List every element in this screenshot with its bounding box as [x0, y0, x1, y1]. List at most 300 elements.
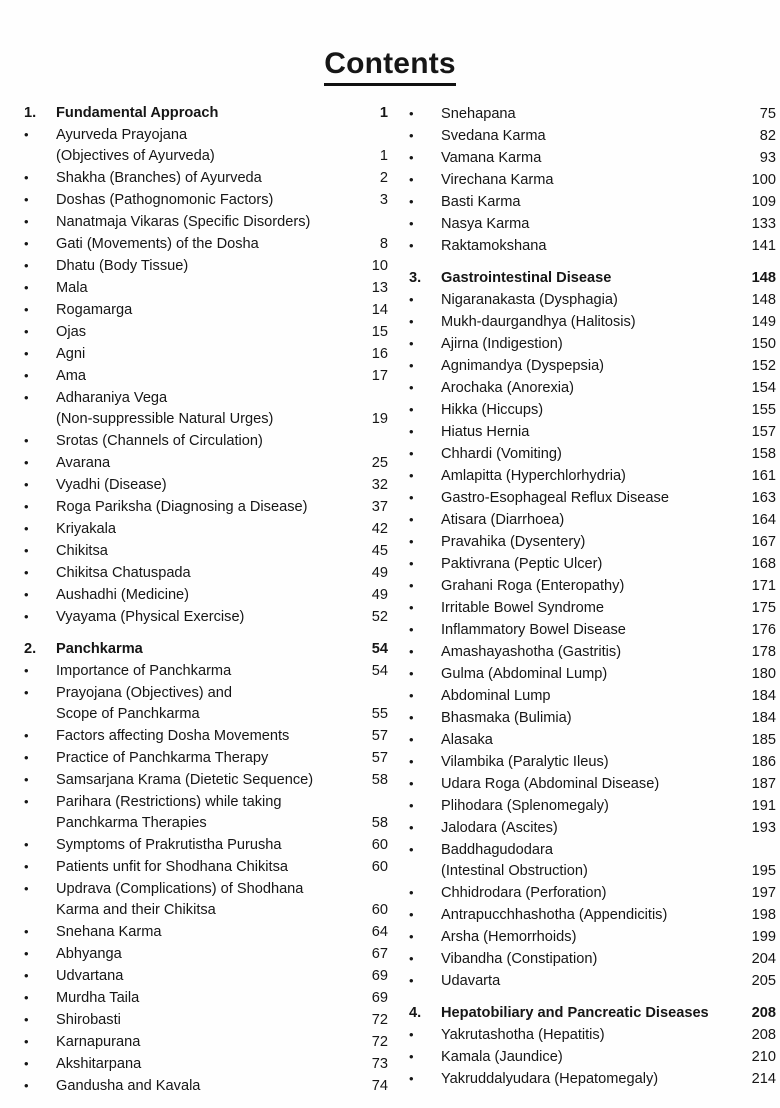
toc-entry-page-number: 72 [371, 1012, 388, 1028]
toc-entry-row[interactable] [24, 562, 388, 584]
toc-entry-page-number: 3 [379, 192, 388, 208]
bullet-icon: • [24, 236, 29, 251]
toc-entry-label: Virechana Karma [441, 172, 554, 188]
bullet-icon: • [24, 685, 29, 700]
toc-entry-row[interactable] [24, 211, 388, 233]
toc-entry-page-number: 198 [751, 907, 776, 923]
toc-entry-row[interactable] [409, 421, 776, 443]
toc-entry-row[interactable] [24, 452, 388, 474]
toc-entry-label: Roga Pariksha (Diagnosing a Disease) [56, 499, 308, 515]
bullet-icon: • [409, 172, 414, 187]
toc-entry-label-line2: (Non-suppressible Natural Urges) [56, 411, 274, 427]
toc-entry-label: Bhasmaka (Bulimia) [441, 710, 572, 726]
bullet-icon: • [24, 946, 29, 961]
toc-entry-row[interactable] [24, 321, 388, 343]
toc-entry-label: Grahani Roga (Enteropathy) [441, 578, 625, 594]
bullet-icon: • [24, 968, 29, 983]
toc-entry-row[interactable] [24, 660, 388, 682]
bullet-icon: • [409, 534, 414, 549]
bullet-icon: • [24, 837, 29, 852]
toc-entry-page-number: 148 [751, 292, 776, 308]
toc-entry-page-number: 187 [751, 776, 776, 792]
bullet-icon: • [409, 666, 414, 681]
toc-entry-page-number: 32 [371, 477, 388, 493]
bullet-icon: • [409, 292, 414, 307]
toc-entry-page-number: 193 [751, 820, 776, 836]
toc-entry-page-number: 72 [371, 1034, 388, 1050]
toc-entry-label: Jalodara (Ascites) [441, 820, 558, 836]
toc-entry-label: Yakruddalyudara (Hepatomegaly) [441, 1071, 659, 1087]
toc-entry-page-number: 1 [379, 148, 388, 164]
toc-entry-label [441, 840, 748, 882]
toc-entry-label: Irritable Bowel Syndrome [441, 600, 605, 616]
bullet-icon: • [409, 194, 414, 209]
toc-entry-page-number: 17 [371, 368, 388, 384]
toc-entry-row[interactable] [409, 685, 776, 707]
bullet-icon: • [409, 336, 414, 351]
toc-entry-label: Arsha (Hemorrhoids) [441, 929, 577, 945]
toc-entry-row[interactable] [409, 169, 776, 191]
toc-entry-row[interactable] [409, 333, 776, 355]
toc-entry-page-number: 199 [751, 929, 776, 945]
toc-entry-label: Ajirna (Indigestion) [441, 336, 563, 352]
toc-entry-row[interactable] [409, 289, 776, 311]
toc-entry-label: Agnimandya (Dyspepsia) [441, 358, 605, 374]
toc-entry-row[interactable] [409, 553, 776, 575]
bullet-icon: • [24, 214, 29, 229]
toc-entry-row[interactable] [409, 399, 776, 421]
toc-entry-page-number: 64 [371, 924, 388, 940]
toc-entry-row[interactable] [409, 1068, 776, 1090]
toc-entry-page-number: 195 [751, 863, 776, 879]
toc-entry-label: Udavarta [441, 973, 501, 989]
toc-entry-row[interactable] [409, 147, 776, 169]
bullet-icon: • [409, 754, 414, 769]
toc-entry-page-number: 168 [751, 556, 776, 572]
toc-entry-page-number: 157 [751, 424, 776, 440]
toc-entry-label: Yakrutashotha (Hepatitis) [441, 1027, 605, 1043]
bullet-icon: • [409, 732, 414, 747]
toc-entry-label: Shirobasti [56, 1012, 121, 1028]
toc-entry-page-number: 158 [751, 446, 776, 462]
bullet-icon: • [24, 390, 29, 405]
toc-entry-row[interactable] [24, 584, 388, 606]
toc-entry-page-number: 54 [371, 663, 388, 679]
toc-entry-label: Vibandha (Constipation) [441, 951, 598, 967]
bullet-icon: • [409, 600, 414, 615]
toc-entry-page-number: 149 [751, 314, 776, 330]
toc-entry-row[interactable] [24, 299, 388, 321]
toc-entry-page-number: 184 [751, 710, 776, 726]
toc-entry-page-number: 49 [371, 565, 388, 581]
toc-entry-label: Kamala (Jaundice) [441, 1049, 563, 1065]
bullet-icon: • [409, 885, 414, 900]
toc-entry-label: Basti Karma [441, 194, 521, 210]
toc-entry-label: Kriyakala [56, 521, 117, 537]
toc-entry-label: Rogamarga [56, 302, 133, 318]
bullet-icon: • [24, 324, 29, 339]
bullet-icon: • [409, 1049, 414, 1064]
bullet-icon: • [409, 106, 414, 121]
toc-entry-page-number: 155 [751, 402, 776, 418]
bullet-icon: • [409, 644, 414, 659]
bullet-icon: • [24, 772, 29, 787]
toc-entry-row[interactable] [24, 189, 388, 211]
bullet-icon: • [24, 499, 29, 514]
toc-entry-label-line2: (Objectives of Ayurveda) [56, 148, 215, 164]
toc-entry-label: Practice of Panchkarma Therapy [56, 750, 269, 766]
bullet-icon: • [409, 578, 414, 593]
toc-entry-page-number: 150 [751, 336, 776, 352]
toc-entry-page-number: 74 [371, 1078, 388, 1094]
bullet-icon: • [24, 728, 29, 743]
toc-entry-row[interactable] [24, 682, 388, 725]
chapter-number: 3. [409, 270, 422, 286]
toc-entry-row[interactable] [24, 343, 388, 365]
toc-entry-row[interactable] [409, 817, 776, 839]
toc-entry-label: Chhardi (Vomiting) [441, 446, 562, 462]
chapter-row[interactable] [409, 268, 776, 289]
toc-entry-row[interactable] [409, 235, 776, 257]
bullet-icon: • [409, 490, 414, 505]
toc-entry-label-line1: Parihara (Restrictions) while taking [56, 794, 282, 810]
chapter-page-number: 148 [751, 270, 776, 286]
toc-entry-label: Dhatu (Body Tissue) [56, 258, 189, 274]
toc-entry-row[interactable] [24, 255, 388, 277]
toc-entry-row[interactable] [409, 926, 776, 948]
toc-entry-page-number: 191 [751, 798, 776, 814]
toc-entry-label: Shakha (Branches) of Ayurveda [56, 170, 262, 186]
bullet-icon: • [409, 512, 414, 527]
chapter-page-number: 1 [379, 105, 388, 121]
toc-entry-row[interactable] [24, 124, 388, 167]
toc-entry-label: Snehana Karma [56, 924, 162, 940]
toc-entry-label: Akshitarpana [56, 1056, 142, 1072]
toc-entry-row[interactable] [409, 355, 776, 377]
toc-entry-label: Aushadhi (Medicine) [56, 587, 190, 603]
toc-entry-page-number: 69 [371, 990, 388, 1006]
toc-entry-page-number: 75 [759, 106, 776, 122]
bullet-icon: • [24, 433, 29, 448]
bullet-icon: • [24, 1078, 29, 1093]
bullet-icon: • [409, 710, 414, 725]
toc-entry-row[interactable] [409, 970, 776, 992]
toc-entry-page-number: 109 [751, 194, 776, 210]
toc-entry-label: Mukh-daurgandhya (Halitosis) [441, 314, 636, 330]
toc-entry-label: Doshas (Pathognomonic Factors) [56, 192, 274, 208]
toc-entry-page-number: 42 [371, 521, 388, 537]
toc-entry-row[interactable] [409, 707, 776, 729]
toc-entry-label: Mala [56, 280, 88, 296]
bullet-icon: • [24, 990, 29, 1005]
chapter-title: Hepatobiliary and Pancreatic Diseases [441, 1005, 709, 1021]
toc-entry-label: Agni [56, 346, 86, 362]
toc-entry-label: Antrapucchhashotha (Appendicitis) [441, 907, 668, 923]
toc-entry-row[interactable] [24, 277, 388, 299]
toc-entry-label: Raktamokshana [441, 238, 547, 254]
toc-entry-label: Amlapitta (Hyperchlorhydria) [441, 468, 626, 484]
toc-entry-row[interactable] [24, 1075, 388, 1097]
toc-entry-page-number: 164 [751, 512, 776, 528]
toc-entry-row[interactable] [409, 487, 776, 509]
toc-entry-label: Chikitsa [56, 543, 108, 559]
bullet-icon: • [409, 688, 414, 703]
toc-entry-page-number: 49 [371, 587, 388, 603]
toc-entry-row[interactable] [24, 1031, 388, 1053]
toc-entry-row[interactable] [409, 465, 776, 487]
toc-entry-row[interactable] [24, 921, 388, 943]
toc-entry-row[interactable] [409, 531, 776, 553]
bullet-icon: • [24, 663, 29, 678]
bullet-icon: • [24, 609, 29, 624]
toc-entry-label: Hiatus Hernia [441, 424, 530, 440]
toc-entry-page-number: 175 [751, 600, 776, 616]
bullet-icon: • [409, 798, 414, 813]
toc-entry-row[interactable] [24, 856, 388, 878]
toc-entry-label: Vyadhi (Disease) [56, 477, 167, 493]
toc-entry-label: Gandusha and Kavala [56, 1078, 201, 1094]
contents-column-left [0, 103, 393, 1097]
toc-entry-page-number: 208 [751, 1027, 776, 1043]
toc-entry-row[interactable] [409, 191, 776, 213]
bullet-icon: • [24, 750, 29, 765]
bullet-icon: • [24, 1012, 29, 1027]
toc-entry-page-number: 180 [751, 666, 776, 682]
bullet-icon: • [24, 859, 29, 874]
toc-entry-label-line2: Karma and their Chikitsa [56, 902, 216, 918]
toc-entry-label: Symptoms of Prakrutistha Purusha [56, 837, 282, 853]
bullet-icon: • [24, 455, 29, 470]
toc-entry-row[interactable] [409, 1024, 776, 1046]
toc-entry-row[interactable] [24, 606, 388, 628]
toc-entry-row[interactable] [409, 663, 776, 685]
toc-entry-page-number: 69 [371, 968, 388, 984]
toc-entry-label: Vamana Karma [441, 150, 542, 166]
toc-entry-page-number: 57 [371, 750, 388, 766]
toc-entry-label: Paktivrana (Peptic Ulcer) [441, 556, 603, 572]
bullet-icon: • [409, 402, 414, 417]
toc-entry-label: Vilambika (Paralytic Ileus) [441, 754, 609, 770]
toc-entry-row[interactable] [409, 751, 776, 773]
toc-entry-row[interactable] [409, 641, 776, 663]
bullet-icon: • [24, 192, 29, 207]
toc-entry-row[interactable] [24, 518, 388, 540]
toc-entry-label: Factors affecting Dosha Movements [56, 728, 290, 744]
bullet-icon: • [409, 358, 414, 373]
toc-entry-row[interactable] [24, 725, 388, 747]
bullet-icon: • [24, 127, 29, 142]
bullet-icon: • [409, 929, 414, 944]
contents-column-right [393, 103, 780, 1090]
toc-entry-label: Abdominal Lump [441, 688, 551, 704]
toc-entry-label: Importance of Panchkarma [56, 663, 232, 679]
bullet-icon: • [24, 521, 29, 536]
chapter-title: Fundamental Approach [56, 105, 219, 121]
chapter-number: 1. [24, 105, 37, 121]
toc-entry-page-number: 8 [379, 236, 388, 252]
bullet-icon: • [409, 622, 414, 637]
toc-entry-page-number: 186 [751, 754, 776, 770]
toc-entry-label: Ama [56, 368, 87, 384]
toc-entry-row[interactable] [24, 474, 388, 496]
toc-entry-row[interactable] [409, 103, 776, 125]
bullet-icon: • [409, 446, 414, 461]
toc-entry-label: Amashayashotha (Gastritis) [441, 644, 622, 660]
toc-entry-row[interactable] [24, 233, 388, 255]
toc-entry-row[interactable] [24, 1053, 388, 1075]
toc-entry-page-number: 197 [751, 885, 776, 901]
toc-entry-label: Gati (Movements) of the Dosha [56, 236, 259, 252]
toc-entry-label: Karnapurana [56, 1034, 141, 1050]
toc-entry-label-line2: Panchkarma Therapies [56, 815, 207, 831]
chapter-page-number: 54 [371, 641, 388, 657]
bullet-icon: • [409, 1071, 414, 1086]
toc-entry-row[interactable] [409, 904, 776, 926]
toc-entry-row[interactable] [24, 430, 388, 452]
contents-columns [0, 103, 780, 1097]
toc-entry-page-number: 214 [751, 1071, 776, 1087]
toc-entry-page-number: 10 [371, 258, 388, 274]
toc-entry-row[interactable] [409, 311, 776, 333]
toc-entry-page-number: 205 [751, 973, 776, 989]
toc-entry-row[interactable] [24, 365, 388, 387]
bullet-icon: • [24, 1056, 29, 1071]
bullet-icon: • [409, 973, 414, 988]
chapter-title: Panchkarma [56, 641, 143, 657]
toc-entry-row[interactable] [24, 943, 388, 965]
toc-entry-page-number: 100 [751, 172, 776, 188]
toc-entry-label: Inflammatory Bowel Disease [441, 622, 626, 638]
toc-entry-page-number: 58 [371, 815, 388, 831]
bullet-icon: • [24, 258, 29, 273]
toc-entry-page-number: 73 [371, 1056, 388, 1072]
toc-entry-page-number: 133 [751, 216, 776, 232]
toc-entry-row[interactable] [24, 834, 388, 856]
toc-entry-page-number: 161 [751, 468, 776, 484]
bullet-icon: • [409, 380, 414, 395]
toc-entry-label [56, 879, 360, 921]
chapter-row[interactable] [409, 1003, 776, 1024]
chapter-number: 4. [409, 1005, 422, 1021]
toc-entry-page-number: 58 [371, 772, 388, 788]
page-title-container [0, 48, 780, 86]
toc-entry-page-number: 15 [371, 324, 388, 340]
toc-entry-row[interactable] [409, 213, 776, 235]
toc-entry-page-number: 141 [751, 238, 776, 254]
toc-entry-page-number: 57 [371, 728, 388, 744]
toc-entry-page-number: 60 [371, 837, 388, 853]
toc-entry-row[interactable] [409, 839, 776, 882]
toc-entry-page-number: 178 [751, 644, 776, 660]
toc-entry-label: Ojas [56, 324, 87, 340]
bullet-icon: • [409, 468, 414, 483]
bullet-icon: • [24, 543, 29, 558]
toc-entry-row[interactable] [24, 769, 388, 791]
toc-entry-label-line1: Updrava (Complications) of Shodhana [56, 881, 304, 897]
toc-entry-row[interactable] [409, 509, 776, 531]
bullet-icon: • [24, 794, 29, 809]
toc-entry-row[interactable] [409, 773, 776, 795]
toc-entry-page-number: 210 [751, 1049, 776, 1065]
toc-entry-row[interactable] [24, 540, 388, 562]
toc-entry-label: Chikitsa Chatuspada [56, 565, 191, 581]
chapter-title: Gastrointestinal Disease [441, 270, 612, 286]
bullet-icon: • [409, 1027, 414, 1042]
toc-entry-label: Udvartana [56, 968, 124, 984]
toc-entry-label: Nanatmaja Vikaras (Specific Disorders) [56, 214, 311, 230]
toc-entry-label-line1: Ayurveda Prayojana [56, 127, 188, 143]
toc-entry-row[interactable] [24, 965, 388, 987]
chapter-row[interactable] [24, 103, 388, 124]
bullet-icon: • [24, 1034, 29, 1049]
toc-entry-page-number: 93 [759, 150, 776, 166]
toc-entry-row[interactable] [409, 729, 776, 751]
toc-entry-label: Nasya Karma [441, 216, 530, 232]
toc-entry-page-number: 16 [371, 346, 388, 362]
toc-entry-row[interactable] [409, 443, 776, 465]
toc-entry-row[interactable] [409, 125, 776, 147]
toc-entry-page-number: 167 [751, 534, 776, 550]
toc-entry-label: Svedana Karma [441, 128, 546, 144]
toc-entry-row[interactable] [409, 1046, 776, 1068]
toc-entry-page-number: 171 [751, 578, 776, 594]
toc-entry-label-line1: Adharaniya Vega [56, 390, 168, 406]
bullet-icon: • [24, 924, 29, 939]
toc-entry-row[interactable] [409, 619, 776, 641]
toc-entry-label: Pravahika (Dysentery) [441, 534, 586, 550]
toc-entry-row[interactable] [409, 575, 776, 597]
chapter-row[interactable] [24, 639, 388, 660]
toc-entry-page-number: 37 [371, 499, 388, 515]
toc-entry-row[interactable] [24, 747, 388, 769]
toc-entry-row[interactable] [24, 1009, 388, 1031]
toc-entry-label [56, 792, 360, 834]
toc-entry-row[interactable] [409, 882, 776, 904]
toc-entry-row[interactable] [24, 878, 388, 921]
toc-entry-page-number: 13 [371, 280, 388, 296]
toc-entry-page-number: 154 [751, 380, 776, 396]
toc-entry-row[interactable] [409, 377, 776, 399]
bullet-icon: • [409, 842, 414, 857]
toc-entry-row[interactable] [24, 167, 388, 189]
toc-entry-page-number: 204 [751, 951, 776, 967]
toc-entry-row[interactable] [409, 597, 776, 619]
toc-entry-row[interactable] [24, 496, 388, 518]
bullet-icon: • [24, 881, 29, 896]
toc-entry-label-line1: Baddhagudodara [441, 842, 553, 858]
toc-entry-row[interactable] [24, 987, 388, 1009]
toc-entry-page-number: 152 [751, 358, 776, 374]
toc-entry-row[interactable] [409, 948, 776, 970]
toc-entry-row[interactable] [24, 387, 388, 430]
bullet-icon: • [409, 820, 414, 835]
toc-entry-label [56, 683, 360, 725]
toc-entry-page-number: 52 [371, 609, 388, 625]
toc-entry-page-number: 185 [751, 732, 776, 748]
toc-entry-page-number: 25 [371, 455, 388, 471]
toc-entry-label [56, 388, 360, 430]
toc-entry-label: Snehapana [441, 106, 516, 122]
toc-entry-label: Plihodara (Splenomegaly) [441, 798, 609, 814]
bullet-icon: • [409, 907, 414, 922]
toc-entry-row[interactable] [409, 795, 776, 817]
toc-entry-page-number: 45 [371, 543, 388, 559]
toc-entry-page-number: 82 [759, 128, 776, 144]
bullet-icon: • [24, 565, 29, 580]
toc-entry-row[interactable] [24, 791, 388, 834]
bullet-icon: • [409, 314, 414, 329]
toc-entry-page-number: 14 [371, 302, 388, 318]
